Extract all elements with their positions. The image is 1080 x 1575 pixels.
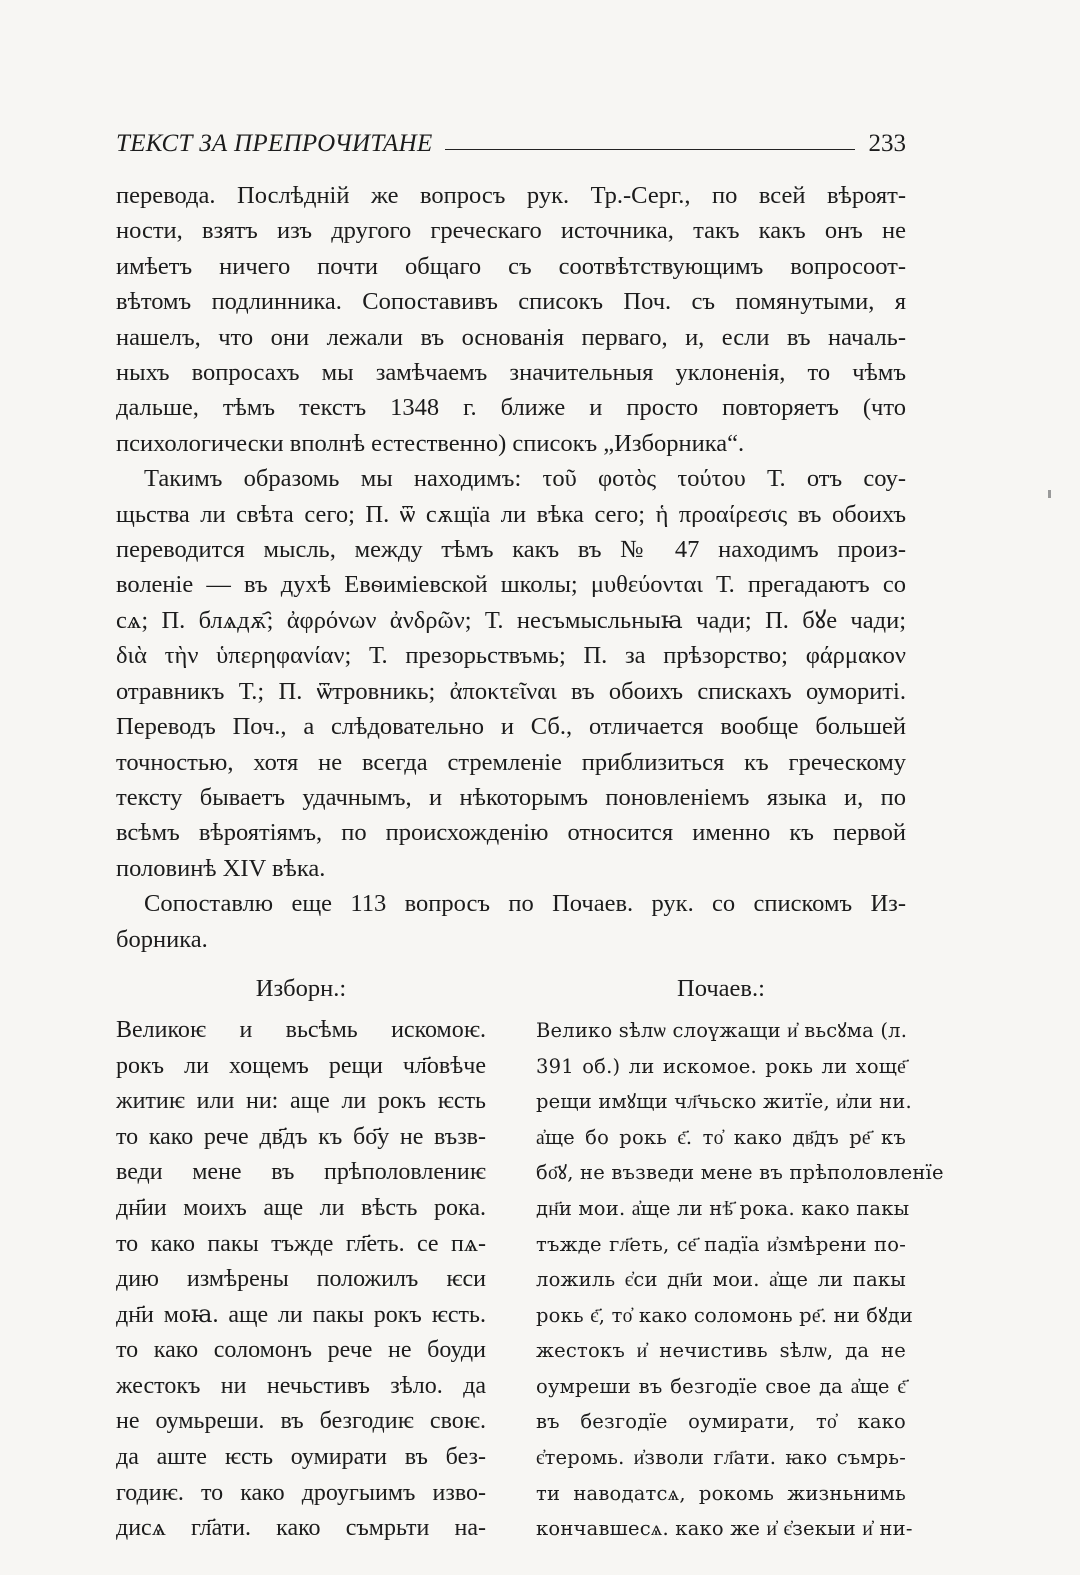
running-title: ТЕКСТ ЗА ПРЕПРОЧИТАНЕ [116, 130, 433, 157]
izbornik-line: то како рече дв҃дъ къ бо҃у не възв- [116, 1123, 486, 1150]
text-line: щьства ли свѣта сего; П. ѿ сѫщїа ли вѣка сего; ἡ προαίρεσις въ обоихъ [116, 500, 906, 528]
header-rule [445, 149, 855, 150]
izbornik-line: дисѧ гл҃ати. како съмрьти на- [116, 1515, 486, 1542]
text-line: ности, взятъ изъ другого греческаго источника, такъ какъ онъ не [116, 217, 906, 245]
page-number: 233 [868, 130, 906, 157]
izbornik-line: дн҃ии моихъ аще ли вѣсть рока. [116, 1194, 486, 1221]
pochaev-line: а҆ще бо рокь є҃. то҆ како дв҃дъ ре҃ къ [536, 1125, 906, 1149]
paragraph [116, 886, 906, 957]
izbornik-line: да аште ѥсть оумирати въ без- [116, 1444, 486, 1471]
text-line: половинѣ XIV вѣка. [116, 854, 326, 882]
izbornik-line: веди мене въ прѣполовлениѥ [116, 1159, 486, 1186]
pochaev-column [536, 974, 944, 1547]
izbornik-text [116, 1013, 486, 1547]
pochaev-line: Велико ѕѣлѡ слоүжащи и҆ вьсꙋма (л. [536, 1018, 908, 1042]
paragraph [116, 178, 906, 461]
izbornik-line: годиѥ. то како дроугыимъ изво- [116, 1479, 486, 1506]
izbornik-line: Великоѥ и вьсѣмь искомоѥ. [116, 1016, 486, 1043]
pochaev-text [536, 1013, 944, 1547]
pochaev-line: ложиль є҆си дн҃и мои. а҆ще ли пакы [536, 1268, 906, 1292]
text-line: всѣмъ вѣроятiямъ, по происхожденiю относится именно къ первой [116, 819, 906, 847]
text-line: психологически вполнѣ естественно) списокъ „Изборника“. [116, 429, 745, 457]
izbornik-line: дн҃и моꙗ. аще ли пакы рокъ ѥсть. [116, 1301, 486, 1328]
text-line: διὰ τὴν ὑπερηφανίαν; Т. презорьствъмь; П. за прѣзорство; φάρμακον [116, 642, 906, 670]
running-header [116, 118, 906, 158]
pochaev-line: тъжде гл҃еть, се҃ падїа и҆змѣрени по- [536, 1232, 906, 1256]
text-line: Сопоставлю еще 113 вопросъ по Почаев. рук. со спискомъ Из- [144, 890, 906, 918]
izbornik-heading: Изборн.: [255, 974, 347, 1002]
text-line: сѧ; П. блѧдѫ҄; ἀφρόνων ἀνδρῶν; Т. несъмысльныꙗ чади; П. бꙋе чади; [116, 606, 906, 634]
izbornik-line: не оумьреши. въ безгодиѥ своѥ. [116, 1408, 486, 1435]
text-line: борника. [116, 925, 208, 953]
pochaev-line: ти наводатсѧ, рокомь жизньнимь [536, 1481, 906, 1505]
text-line: имѣетъ ничего почти общаго съ соотвѣтствующимъ вопросоот- [116, 252, 906, 280]
pochaev-line: рокь є҃, то҆ како соломонь ре҃. ни бꙋди [536, 1303, 913, 1327]
text-line: нашелъ, что они лежали въ основанiя перваго, и, если въ началь- [116, 323, 906, 351]
izbornik-column [116, 975, 486, 1547]
pochaev-line: оумреши въ безгодїе свое да а҆ще є҃ [536, 1374, 906, 1398]
pochaev-line: кончавшесѧ. како же и҆ є҆зекыи и҆ ни- [536, 1517, 913, 1541]
book-page [116, 118, 944, 1547]
text-line: Переводъ Поч., а слѣдовательно и Сб., отличается вообще большей [116, 713, 906, 741]
text-line: тексту бываетъ удачнымъ, и нѣкоторымъ поновленiемъ языка и, по [116, 783, 906, 811]
pochaev-line: є҆теромь. и҆зволи гл҃ати. ꙗко съмрь- [536, 1446, 906, 1470]
parallel-texts [116, 974, 944, 1547]
text-line: переводится мысль, между тѣмъ какъ въ № 47 находимъ произ- [116, 536, 906, 564]
izbornik-line: жестокъ ни нечьстивъ зѣло. да [116, 1372, 486, 1399]
pochaev-heading: Почаев.: [677, 974, 765, 1002]
pochaev-line: бо҃ꙋ, не възведи мене въ прѣполовленїе [536, 1161, 944, 1185]
margin-mark [1048, 490, 1051, 498]
text-line: отравникъ Т.; П. ѿтровникь; ἀποκτεῖναι въ обоихъ спискахъ оумориті. [116, 677, 906, 705]
izbornik-line: рокъ ли хощемъ рещи чл҃овѣче [116, 1052, 486, 1079]
pochaev-line: дн҃и мои. а҆ще ли нѣ҃ рока. како пакы [536, 1196, 910, 1220]
paragraph [116, 461, 906, 886]
pochaev-line: въ безгодїе оумирати, то҆ како [536, 1410, 906, 1434]
izbornik-line: то како соломонъ рече не боуди [116, 1337, 486, 1364]
text-line: воленiе — въ духѣ Евѳимiевской школы; μυθεύονται Т. прегадаютъ со [116, 571, 906, 599]
izbornik-line: житиѥ или ни: аще ли рокъ ѥсть [116, 1088, 486, 1115]
text-line: Такимъ образомь мы находимъ: τοῦ φοτὸς τούτου Т. отъ соу- [144, 465, 906, 493]
body-text [116, 178, 906, 957]
pochaev-line: рещи имꙋщи чл҃чьско житїе, и҆ли ни. [536, 1090, 912, 1114]
text-line: дальше, тѣмъ текстъ 1348 г. ближе и просто повторяетъ (что [116, 394, 906, 422]
text-line: точностью, хотя не всегда стремленiе приблизиться къ греческому [116, 748, 906, 776]
pochaev-line: 391 об.) ли искомое. рокь ли хоще҃ [536, 1054, 906, 1078]
text-line: перевода. Послѣднiй же вопросъ рук. Тр.-Серг., по всей вѣроят- [116, 182, 906, 209]
izbornik-line: дию измѣрены положилъ ѥси [116, 1266, 486, 1293]
text-line: ныхъ вопросахъ мы замѣчаемъ значительныя уклоненiя, то чѣмъ [116, 359, 906, 387]
izbornik-line: то како пакы тъжде гл҃еть. се пѧ- [116, 1230, 486, 1257]
pochaev-line: жестокъ и҆ нечистивь ѕѣлѡ, да не [536, 1339, 906, 1363]
text-line: вѣтомъ подлинника. Сопоставивъ списокъ Поч. съ помянутыми, я [116, 288, 906, 316]
